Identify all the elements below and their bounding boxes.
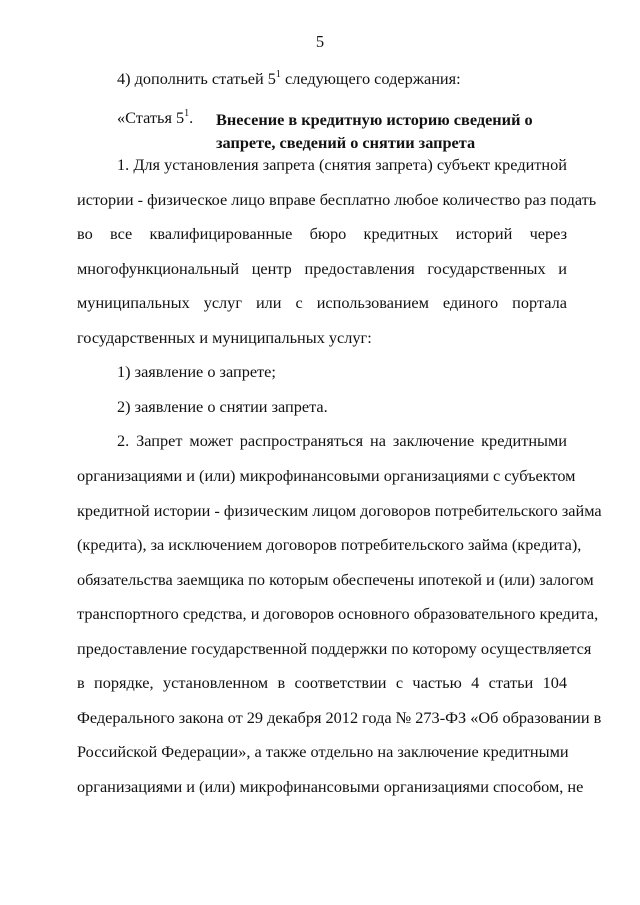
article-label-dot: . — [189, 108, 194, 127]
body-text-line: муниципальных услуг или с использованием единого портала — [77, 293, 567, 313]
intro-line — [117, 69, 567, 89]
body-text-line: Российской Федерации», а также отдельно на заключение кредитными — [77, 742, 569, 762]
intro-text-after: следующего содержания: — [280, 69, 461, 88]
body-text-line: государственных и муниципальных услуг: — [77, 327, 372, 347]
body-text-line: предоставление государственной поддержки по которому осуществляется — [77, 638, 592, 658]
body-text-line: обязательства заемщика по которым обеспечены ипотекой и (или) залогом — [77, 569, 594, 589]
article-title-line: запрете, сведений о снятии запрета — [216, 133, 476, 152]
body-text-line: во все квалифицированные бюро кредитных историй через — [77, 224, 567, 244]
body-text-line: истории - физическое лицо вправе бесплатно любое количество раз подать — [77, 189, 597, 209]
article-label-superscript: 1 — [184, 108, 190, 119]
intro-text-before: 4) дополнить статьей 5 — [117, 69, 276, 88]
article-label-text: «Статья 5 — [117, 108, 185, 127]
intro-superscript: 1 — [275, 69, 281, 80]
article-title — [216, 108, 566, 154]
article-title-line: Внесение в кредитную историю сведений о — [216, 110, 533, 129]
body-text-line: (кредита), за исключением договоров потребительского займа (кредита), — [77, 535, 582, 554]
body-text-line: кредитной истории - физическим лицом договоров потребительского займа — [77, 500, 602, 520]
body-text-line: 2. Запрет может распространяться на заключение кредитными — [117, 431, 567, 451]
body-text-line: транспортного средства, и договоров основного образовательного кредита, — [77, 604, 599, 624]
body-text-line: организациями и (или) микрофинансовыми организациями с субъектом — [77, 465, 576, 485]
body-text-line: Федерального закона от 29 декабря 2012 года № 273-ФЗ «Об образовании в — [77, 707, 602, 727]
body-text-line: 1) заявление о запрете; — [117, 362, 276, 382]
body-text-line: 2) заявление о снятии запрета. — [117, 396, 328, 416]
article-label — [117, 108, 193, 128]
body-text-line: 1. Для установления запрета (снятия запрета) субъект кредитной — [117, 155, 567, 174]
body-text-line: многофункциональный центр предоставления государственных и — [77, 258, 567, 278]
body-text-line: организациями и (или) микрофинансовыми организациями способом, не — [77, 776, 584, 796]
page-number: 5 — [315, 32, 325, 51]
body-text-line: в порядке, установленном в соответствии с частью 4 статьи 104 — [77, 673, 567, 693]
